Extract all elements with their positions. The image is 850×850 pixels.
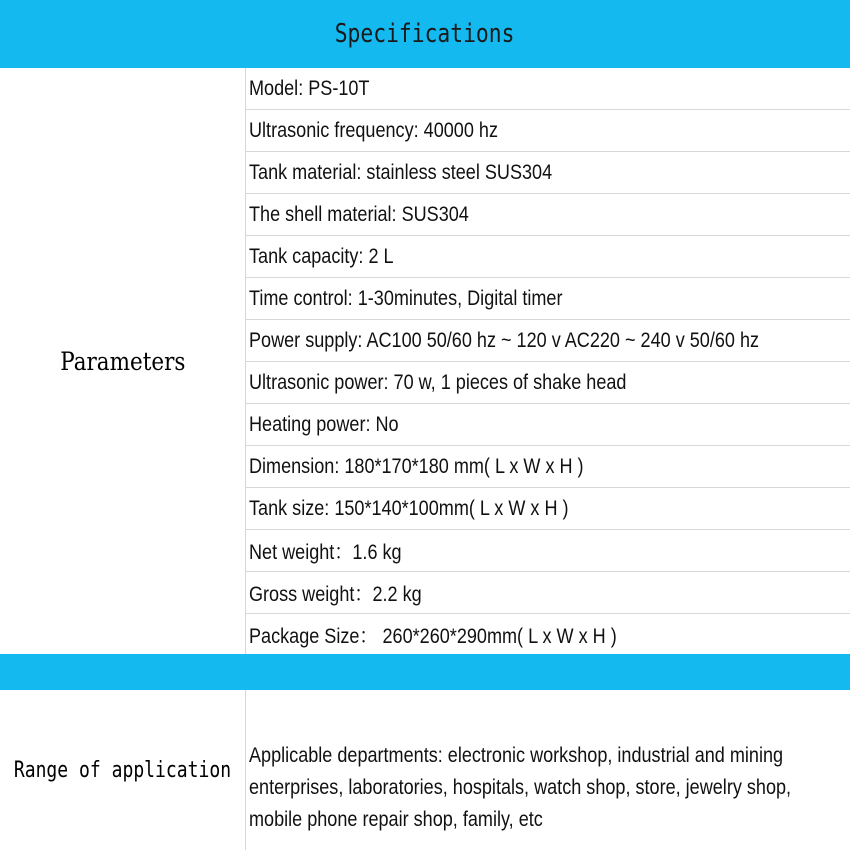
spec-row-text: Tank capacity: 2 L	[249, 244, 394, 268]
spec-row-text: Ultrasonic power: 70 w, 1 pieces of shake head	[249, 370, 627, 394]
spec-row-text: Tank size: 150*140*100mm( L x W x H )	[249, 496, 569, 520]
spec-row-text: Heating power: No	[249, 412, 399, 436]
application-section	[0, 690, 850, 850]
spec-row-gross-weight	[246, 572, 850, 614]
application-text: Applicable departments: electronic workshop, industrial and mining enterprises, laboratories, hospitals, watch shop, store, jewelry shop, mobile phone repair shop, family, etc	[249, 744, 792, 831]
spec-row-time-control	[246, 278, 850, 320]
parameters-table	[246, 68, 850, 655]
spec-row-tank-material	[246, 152, 850, 194]
spec-row-text: The shell material: SUS304	[249, 202, 469, 226]
parameters-label-cell	[0, 68, 245, 654]
spec-row-net-weight	[246, 530, 850, 572]
parameters-label: Parameters	[59, 346, 186, 376]
column-divider	[245, 690, 246, 850]
specifications-header	[0, 0, 850, 68]
spec-row-package-size	[246, 614, 850, 655]
spec-row-text: Power supply: AC100 50/60 hz ~ 120 v AC220 ~ 240 v 50/60 hz	[249, 328, 760, 352]
application-label: Range of application	[13, 757, 232, 783]
spec-row-frequency	[246, 110, 850, 152]
spec-row-shell-material	[246, 194, 850, 236]
spec-row-text: Dimension: 180*170*180 mm( L x W x H )	[249, 454, 584, 478]
section-divider-bar	[0, 654, 850, 690]
spec-row-text: Model: PS-10T	[249, 76, 370, 100]
spec-row-text: Package Size： 260*260*290mm( L x W x H )	[249, 624, 617, 648]
spec-row-text: Ultrasonic frequency: 40000 hz	[249, 118, 498, 142]
parameters-section	[0, 68, 850, 654]
spec-row-text: Net weight：1.6 kg	[249, 540, 402, 564]
spec-row-dimension	[246, 446, 850, 488]
spec-row-tank-size	[246, 488, 850, 530]
spec-row-model	[246, 68, 850, 110]
spec-row-text: Tank material: stainless steel SUS304	[249, 160, 553, 184]
spec-row-heating-power	[246, 404, 850, 446]
page-title: Specifications	[335, 19, 515, 49]
spec-row-text: Gross weight：2.2 kg	[249, 582, 422, 606]
application-label-cell	[0, 690, 245, 850]
application-text-cell	[249, 740, 850, 836]
spec-row-power-supply	[246, 320, 850, 362]
spec-row-ultrasonic-power	[246, 362, 850, 404]
spec-row-tank-capacity	[246, 236, 850, 278]
spec-row-text: Time control: 1-30minutes, Digital timer	[249, 286, 563, 310]
